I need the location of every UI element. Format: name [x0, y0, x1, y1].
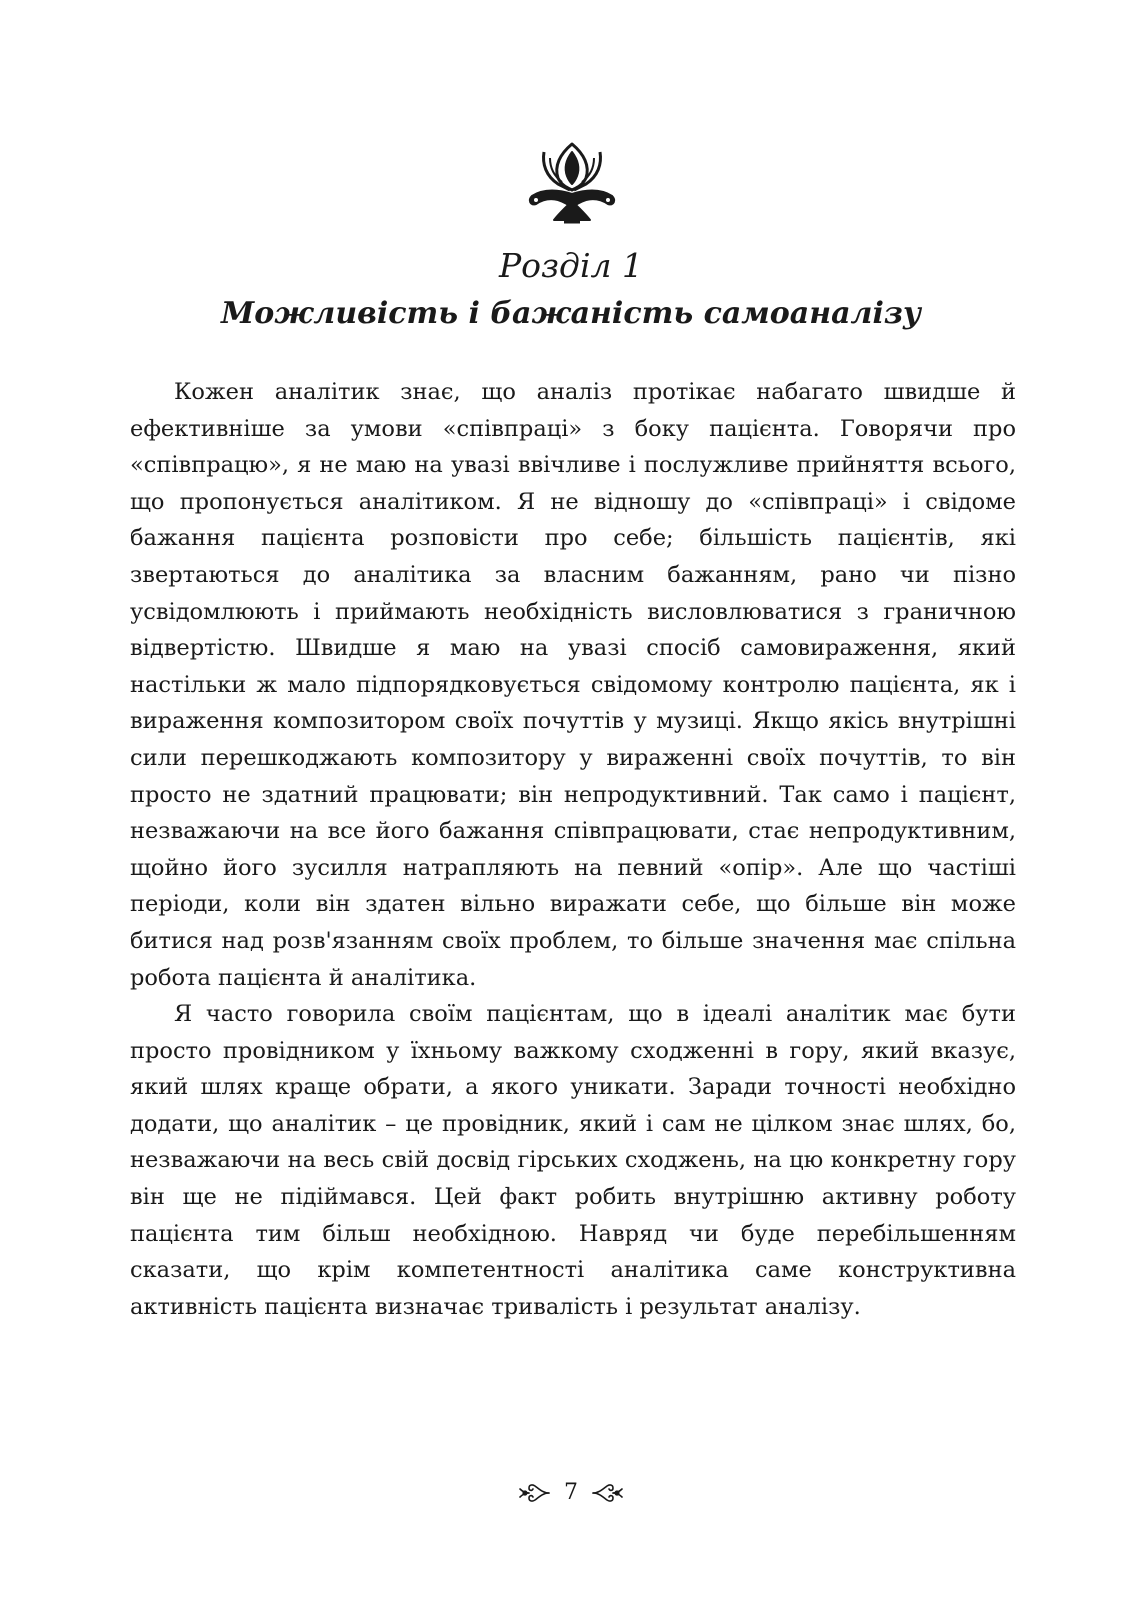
- lotus-ornament-icon: [524, 138, 620, 226]
- page-number: 7: [564, 1480, 578, 1505]
- floral-flourish-right-icon: [591, 1481, 625, 1505]
- body-text: [130, 374, 1016, 1325]
- paragraph: Кожен аналітик знає, що аналіз протікає набагато швидше й ефективніше за умови «співпраці» з боку пацієнта. Говорячи про «співпрацю», я не маю на увазі ввічливе і послужливе прийняття всього, що пропонується аналітиком. Я не відношу до «співпраці» і свідоме бажання пацієнта розповісти про себе; більшість пацієнтів, які звертаються до аналітика за власним бажанням, рано чи пізно усвідомлюють і приймають необхідність висловлюватися з граничною відвертістю. Швидше я маю на увазі спосіб самовираження, який настільки ж мало підпорядковується свідомому контролю пацієнта, як і вираження композитором своїх почуттів у музиці. Якщо якісь внутрішні сили перешкоджають композитору у вираженні своїх почуттів, то він просто не здатний працювати; він непродуктивний. Так само і пацієнт, незважаючи на все його бажання співпрацювати, стає непродуктивним, щойно його зусилля натрапляють на певний «опір». Але що частіші періоди, коли він здатен вільно виражати себе, що більше він може битися над розв'язанням своїх проблем, то більше значення має спільна робота пацієнта й аналітика.: [130, 379, 1016, 991]
- chapter-title: Можливість і бажаність самоаналізу: [221, 296, 921, 331]
- chapter-label: Розділ 1: [498, 246, 644, 285]
- page-footer: [0, 1478, 1142, 1508]
- floral-flourish-left-icon: [517, 1481, 551, 1505]
- paragraph: Я часто говорила своїм пацієнтам, що в ідеалі аналітик має бути просто провідником у їхньому важкому сходженні в гору, який вказує, який шлях краще обрати, а якого уникати. Заради точності необхідно додати, що аналітик – це провідник, який і сам не цілком знає шлях, бо, незважаючи на весь свій досвід гірських сходжень, на цю конкретну гору він ще не підіймався. Цей факт робить внутрішню активну роботу пацієнта тим більш необхідною. Навряд чи буде перебільшенням сказати, що крім компетентності аналітика саме конструктивна активність пацієнта визначає тривалість і результат аналізу.: [130, 1001, 1016, 1320]
